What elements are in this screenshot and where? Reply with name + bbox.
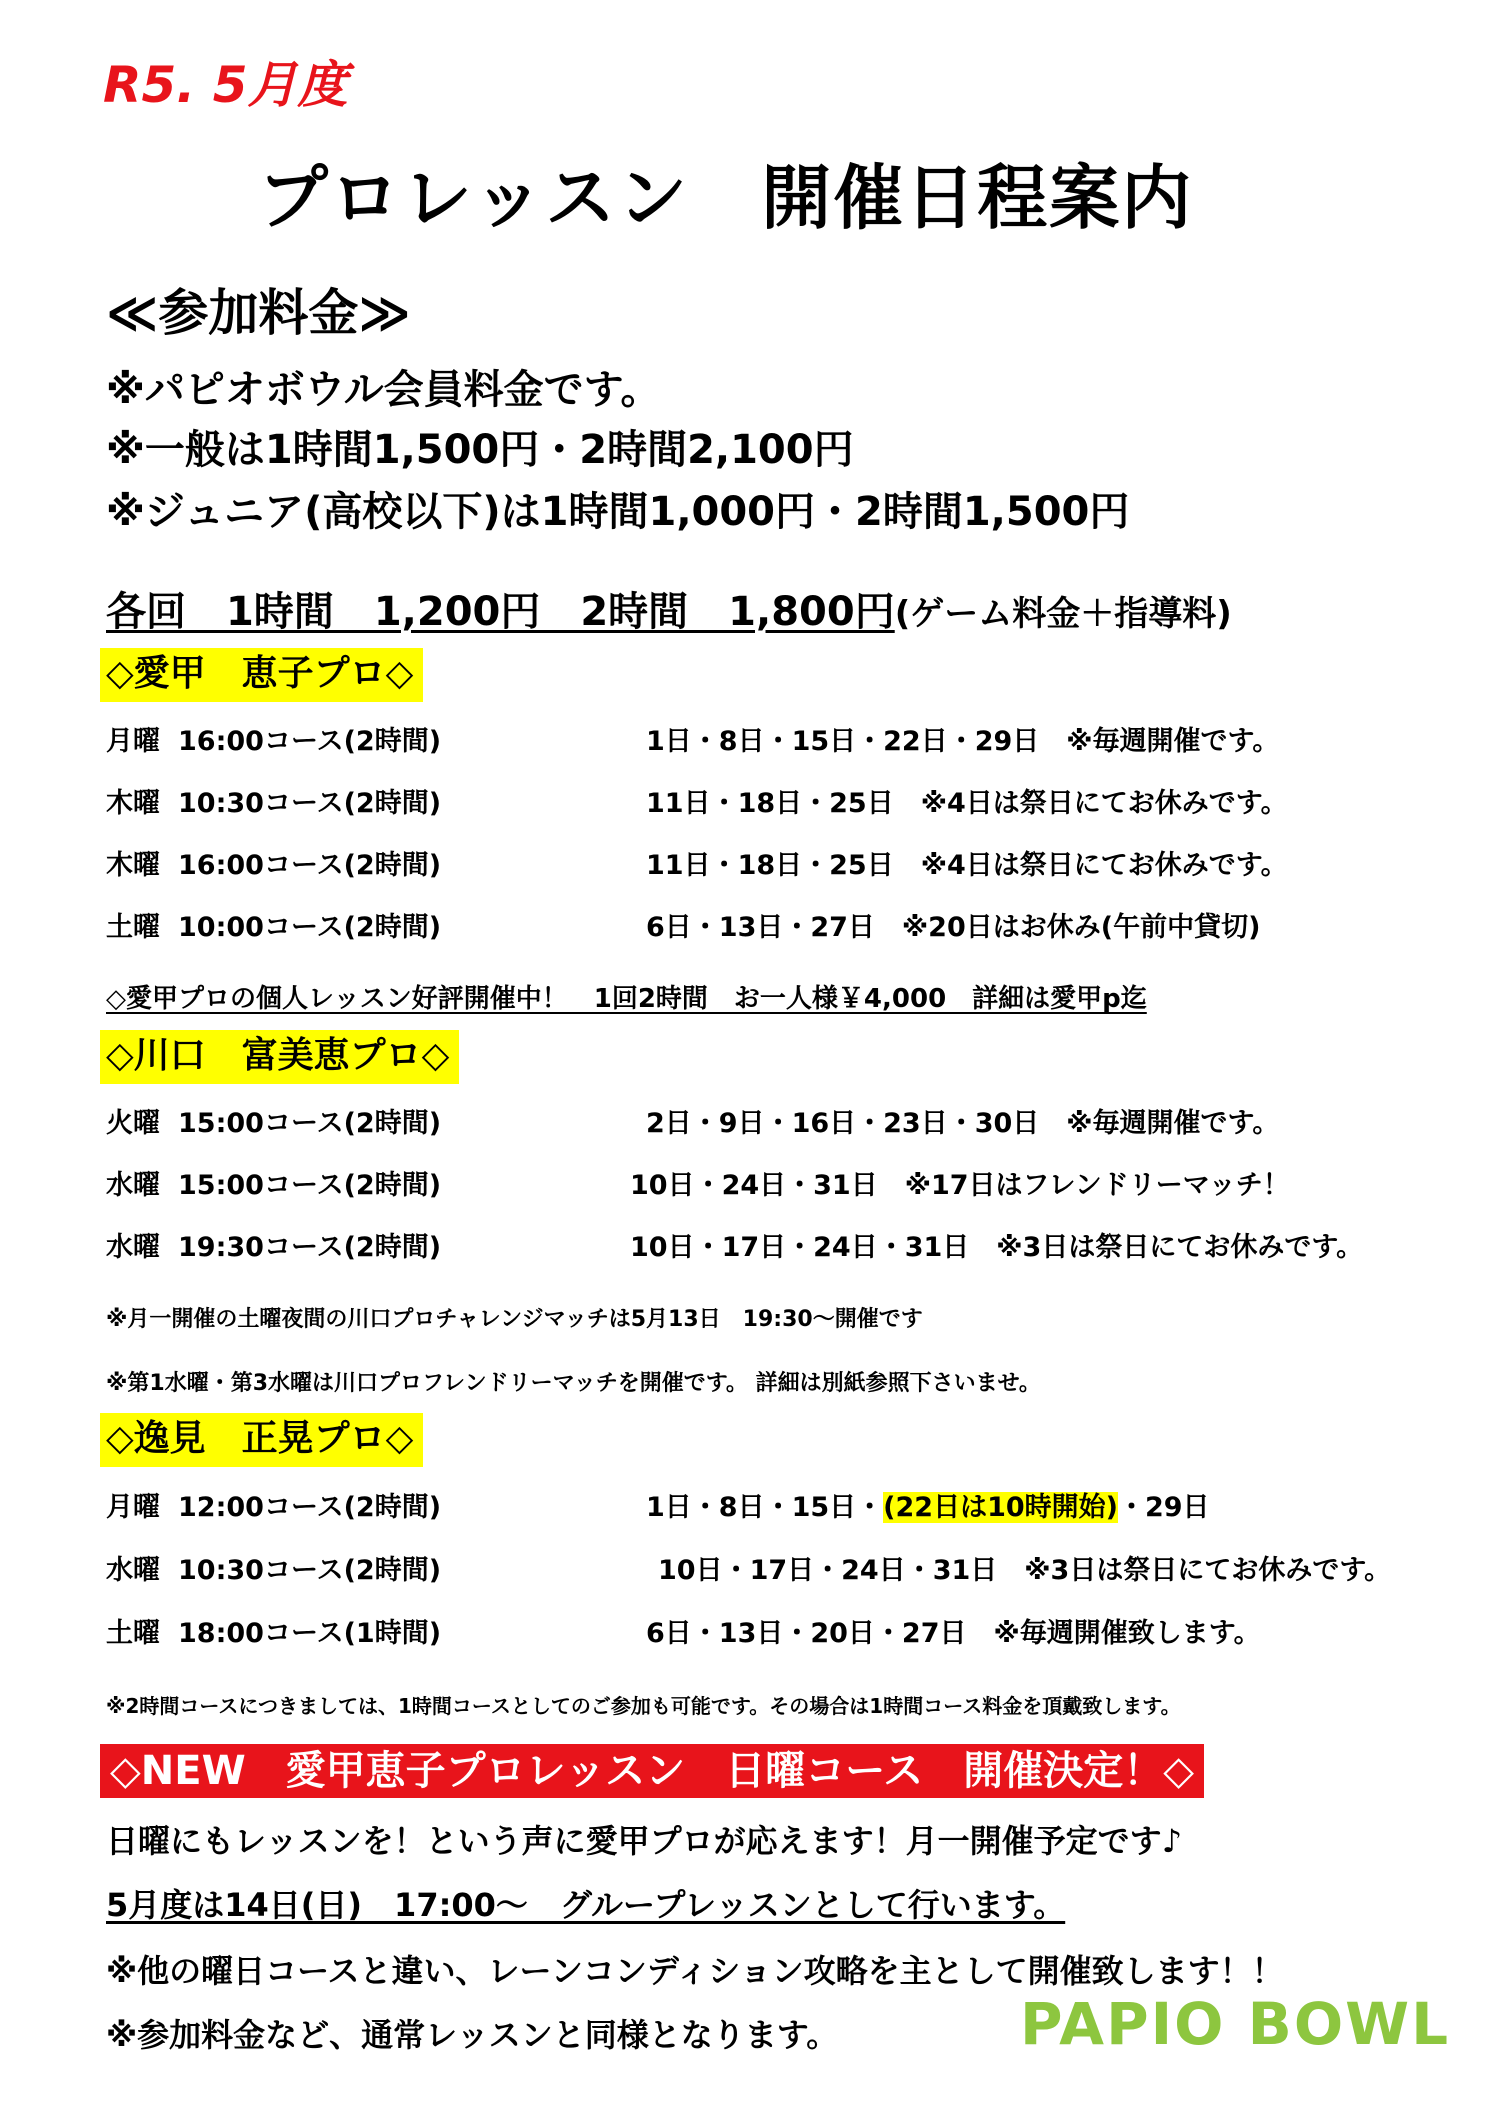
papio-bowl-logo: PAPIO BOWL bbox=[1020, 1990, 1451, 2058]
section2-note1: ※月一開催の土曜夜間の川口プロチャレンジマッチは5月13日 19:30～開催です bbox=[106, 1307, 923, 1332]
section2-row bbox=[106, 1106, 1279, 1142]
row-dates-tail: ・29日 bbox=[1117, 1492, 1210, 1523]
section3-note: ※2時間コースにつきましては、1時間コースとしてのご参加も可能です。その場合は1時間コース料金を頂戴致します。 bbox=[106, 1694, 1181, 1718]
sunday-line2: 5月度は14日(日) 17:00～ グループレッスンとして行います。 bbox=[106, 1886, 1066, 1924]
fees-member-note: ※パピオボウル会員料金です。 bbox=[106, 367, 661, 413]
section3-row bbox=[106, 1616, 1261, 1652]
sunday-line4: ※参加料金など、通常レッスンと同様となります。 bbox=[106, 2016, 839, 2054]
row-course: 18:00コース(1時間) bbox=[178, 1618, 442, 1649]
row-day: 木曜 bbox=[106, 788, 160, 819]
row-course: 15:00コース(2時間) bbox=[178, 1170, 442, 1201]
row-day: 火曜 bbox=[106, 1108, 160, 1139]
row-dates: 11日・18日・25日 ※4日は祭日にてお休みです。 bbox=[646, 850, 1288, 881]
row-day: 土曜 bbox=[106, 1618, 160, 1649]
sunday-line1: 日曜にもレッスンを！という声に愛甲プロが応えます！月一開催予定です♪ bbox=[106, 1822, 1183, 1860]
section2-title: ◇川口 富美恵プロ◇ bbox=[100, 1030, 459, 1084]
section1-row bbox=[106, 724, 1279, 760]
row-dates: 10日・17日・24日・31日 ※3日は祭日にてお休みです。 bbox=[658, 1555, 1392, 1586]
row-dates: 6日・13日・27日 ※20日はお休み(午前中貸切) bbox=[646, 912, 1261, 943]
page-title: プロレッスン 開催日程案内 bbox=[258, 157, 1194, 239]
row-course: 15:00コース(2時間) bbox=[178, 1108, 442, 1139]
row-dates: 1日・8日・15日・ bbox=[646, 1492, 884, 1523]
row-day: 木曜 bbox=[106, 850, 160, 881]
row-dates: 6日・13日・20日・27日 ※毎週開催致します。 bbox=[646, 1618, 1261, 1649]
row-dates: 11日・18日・25日 ※4日は祭日にてお休みです。 bbox=[646, 788, 1288, 819]
row-day: 月曜 bbox=[106, 1492, 160, 1523]
sunday-line3: ※他の曜日コースと違い、レーンコンディション攻略を主として開催致します！！ bbox=[106, 1952, 1284, 1990]
section1-row bbox=[106, 910, 1260, 946]
section2-note2: ※第1水曜・第3水曜は川口プロフレンドリーマッチを開催です。 詳細は別紙参照下さいませ。 bbox=[106, 1371, 1041, 1396]
row-course: 10:30コース(2時間) bbox=[178, 788, 442, 819]
row-dates: 1日・8日・15日・22日・29日 ※毎週開催です。 bbox=[646, 726, 1280, 757]
row-day: 月曜 bbox=[106, 726, 160, 757]
section2-row bbox=[106, 1168, 1290, 1204]
highlighted-date-note: (22日は10時開始) bbox=[883, 1492, 1118, 1523]
row-day: 水曜 bbox=[106, 1170, 160, 1201]
sunday-banner: ◇NEW 愛甲恵子プロレッスン 日曜コース 開催決定！◇ bbox=[100, 1744, 1204, 1798]
row-day: 水曜 bbox=[106, 1232, 160, 1263]
row-day: 土曜 bbox=[106, 912, 160, 943]
section1-note: ◇愛甲プロの個人レッスン好評開催中！ 1回2時間 お一人様￥4,000 詳細は愛甲p迄 bbox=[106, 984, 1147, 1014]
section3-title: ◇逸見 正晃プロ◇ bbox=[100, 1413, 423, 1467]
section3-row bbox=[106, 1490, 1210, 1526]
row-course: 12:00コース(2時間) bbox=[178, 1492, 442, 1523]
row-course: 16:00コース(2時間) bbox=[178, 850, 442, 881]
fees-junior: ※ジュニア(高校以下)は1時間1,000円・2時間1,500円 bbox=[106, 489, 1130, 535]
section1-title: ◇愛甲 恵子プロ◇ bbox=[100, 648, 423, 702]
fees-general: ※一般は1時間1,500円・2時間2,100円 bbox=[106, 427, 854, 473]
section2-row bbox=[106, 1230, 1363, 1266]
section3-row bbox=[106, 1553, 1391, 1589]
fees-each-main: 各回 1時間 1,200円 2時間 1,800円 bbox=[106, 589, 895, 635]
fees-each bbox=[106, 580, 1232, 637]
row-dates: 2日・9日・16日・23日・30日 ※毎週開催です。 bbox=[646, 1108, 1280, 1139]
fees-heading: ≪参加料金≫ bbox=[106, 284, 411, 342]
period-label: R5. 5月度 bbox=[103, 56, 348, 114]
row-course: 10:30コース(2時間) bbox=[178, 1555, 442, 1586]
row-dates: 10日・17日・24日・31日 ※3日は祭日にてお休みです。 bbox=[630, 1232, 1364, 1263]
row-course: 10:00コース(2時間) bbox=[178, 912, 442, 943]
section1-row bbox=[106, 848, 1288, 884]
row-course: 16:00コース(2時間) bbox=[178, 726, 442, 757]
row-course: 19:30コース(2時間) bbox=[178, 1232, 442, 1263]
section1-row bbox=[106, 786, 1288, 822]
row-dates: 10日・24日・31日 ※17日はフレンドリーマッチ！ bbox=[630, 1170, 1290, 1201]
fees-each-note: (ゲーム料金＋指導料) bbox=[894, 594, 1232, 634]
row-day: 水曜 bbox=[106, 1555, 160, 1586]
